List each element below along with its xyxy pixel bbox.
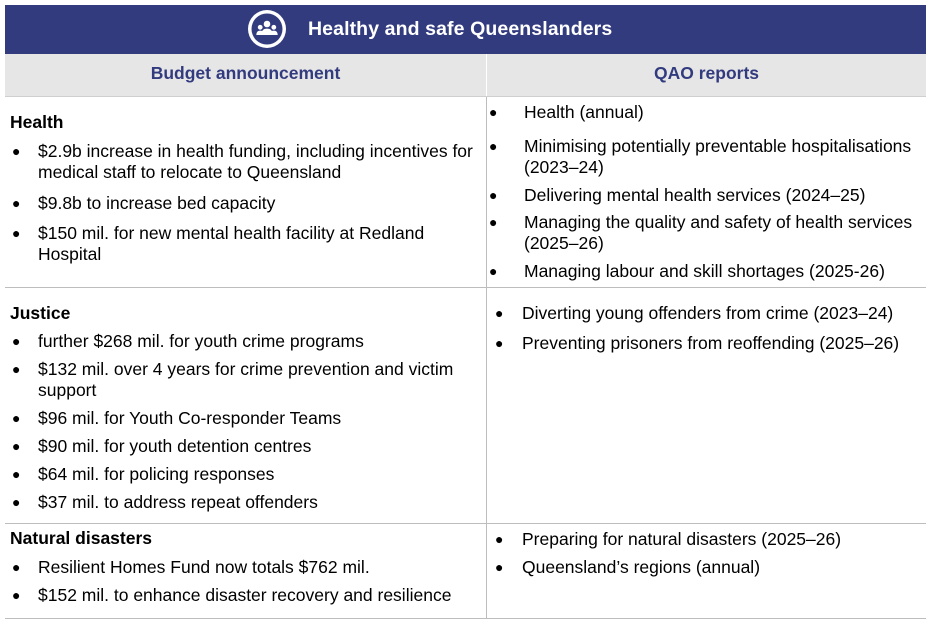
bullet-icon: ● [495,531,504,547]
budget-table [5,5,926,619]
bullet-icon: ● [12,225,21,241]
budget-item: $64 mil. for policing responses [38,464,275,484]
section-heading-natural-disasters: Natural disasters [10,528,153,548]
section-heading-justice: Justice [10,303,71,323]
bullet-icon: ● [495,559,504,575]
bullet-icon: ● [12,494,21,510]
bullet-icon: ● [12,195,21,211]
qao-report-item: Delivering mental health services (2024–25) [524,185,866,205]
section-heading-health: Health [10,112,64,132]
title-bar [5,5,926,54]
bullet-icon: ● [489,187,498,203]
budget-item: Resilient Homes Fund now totals $762 mil. [38,557,370,577]
budget-item: $37 mil. to address repeat offenders [38,492,318,512]
people-group-icon [248,10,286,48]
budget-item: $152 mil. to enhance disaster recovery and resilience [38,585,452,605]
budget-item: further $268 mil. for youth crime programs [38,331,364,351]
qao-report-item: Diverting young offenders from crime (2023–24) [522,303,894,323]
bullet-icon: ● [12,333,21,349]
bullet-icon: ● [489,263,498,279]
budget-item: $2.9b increase in health funding, including incentives for medical staff to relocate to Queensland [38,141,473,182]
table-row-health [5,97,926,288]
bullet-icon: ● [12,466,21,482]
qao-report-item: Managing the quality and safety of health services (2025–26) [524,212,913,253]
bullet-icon: ● [12,438,21,454]
bullet-icon: ● [12,587,21,603]
column-header-qao: QAO reports [653,63,760,83]
bullet-icon: ● [489,214,498,230]
column-header-budget: Budget announcement [150,63,341,83]
qao-report-item: Health (annual) [524,102,644,122]
bullet-icon: ● [495,335,504,351]
budget-item: $132 mil. over 4 years for crime prevention and victim support [38,359,454,400]
qao-report-item: Managing labour and skill shortages (2025-26) [524,261,885,281]
bullet-icon: ● [495,305,504,321]
budget-item: $90 mil. for youth detention centres [38,436,312,456]
table-row-justice [5,288,926,524]
column-divider [486,288,487,523]
bullet-icon: ● [489,104,498,120]
budget-item: $9.8b to increase bed capacity [38,193,276,213]
qao-report-item: Preparing for natural disasters (2025–26) [522,529,842,549]
table-title: Healthy and safe Queenslanders [308,18,613,40]
qao-report-item: Queensland’s regions (annual) [522,557,761,577]
qao-report-item: Preventing prisoners from reoffending (2025–26) [522,333,900,353]
bullet-icon: ● [12,410,21,426]
qao-report-item: Minimising potentially preventable hospitalisations (2023–24) [524,136,912,177]
table-row-natural-disasters [5,524,926,619]
column-headers [5,54,926,97]
bullet-icon: ● [12,559,21,575]
budget-item: $96 mil. for Youth Co-responder Teams [38,408,342,428]
budget-item: $150 mil. for new mental health facility at Redland Hospital [38,223,425,264]
bullet-icon: ● [12,143,21,159]
bullet-icon: ● [12,361,21,377]
bullet-icon: ● [489,138,498,154]
